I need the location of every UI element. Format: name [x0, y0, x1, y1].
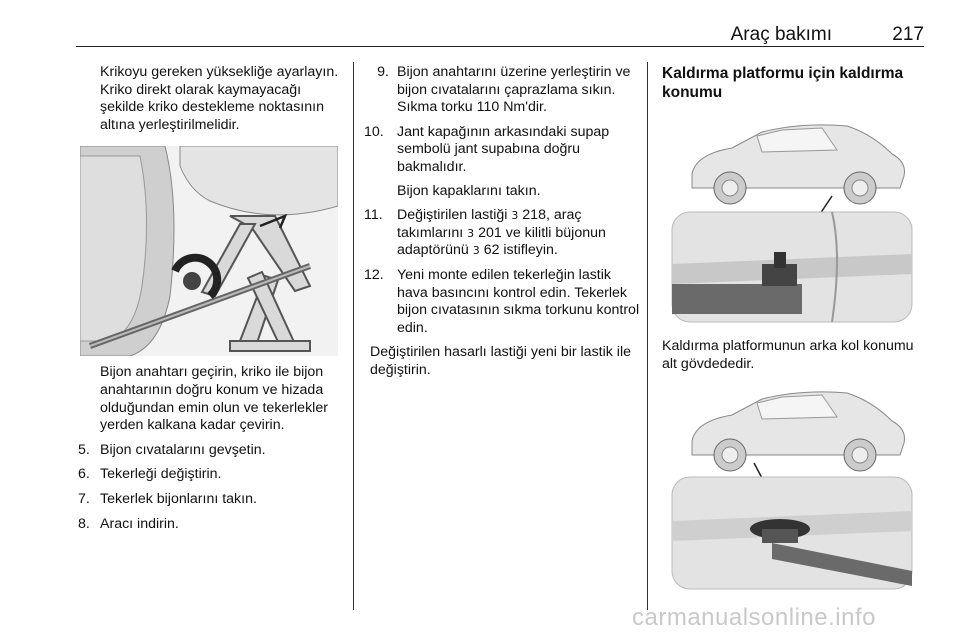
step-number: 6. — [78, 466, 90, 483]
step-11-text-c: 201 ve kilitli büjonun adaptörünü — [397, 224, 606, 259]
step-number: 10. — [364, 123, 384, 140]
step-text: Yeni monte edilen tekerleğin lastik hava basıncını kontrol edin. Tekerlek bijon cıvatasının sıkma torkunu kontrol edin. — [397, 266, 640, 336]
step-number: 11. — [364, 207, 383, 224]
step-number: 7. — [78, 490, 90, 507]
column-divider-1 — [353, 62, 354, 610]
step-text: Tekerlek bijonlarını takın. — [100, 490, 257, 507]
list-item — [78, 516, 344, 534]
page-ref-icon[interactable]: 3 — [511, 209, 519, 223]
section-heading: Kaldırma platformu için kaldırma konumu — [662, 65, 904, 101]
header-divider — [76, 46, 924, 47]
step-number: 9. — [377, 64, 389, 80]
column-3 — [662, 64, 924, 591]
list-item — [364, 64, 640, 117]
step-number: 12. — [364, 266, 384, 283]
step-text: Bijon cıvatalarını gevşetin. — [100, 441, 266, 458]
step-11-text-b: 218, araç takımlarını — [397, 207, 582, 241]
page-number: 217 — [892, 24, 924, 45]
closing-paragraph: Değiştirilen hasarlı lastiği yeni bir lastik ile değiştirin. — [370, 344, 631, 378]
list-item — [78, 466, 344, 484]
step-11-text-d: 62 istifleyin. — [483, 242, 558, 259]
list-item — [78, 442, 344, 460]
lift-position-front-illustration — [662, 114, 924, 324]
list-item — [364, 267, 640, 337]
list-item — [364, 124, 640, 177]
step-text: Bijon anahtarını üzerine yerleştirin ve bijon cıvatalarını çaprazlama sıkın. Sıkma torku 110 Nm'dir. — [397, 64, 631, 116]
jack-illustration — [80, 146, 338, 356]
step-11-text-a: Değiştirilen lastiği — [397, 207, 512, 224]
step-text — [397, 207, 640, 260]
column-2 — [364, 64, 640, 387]
step-text: Jant kapağının arkasındaki supap sembolü jant supabına doğru bakmalıdır. — [397, 123, 610, 175]
step-number: 8. — [78, 515, 90, 532]
page-header — [76, 24, 924, 48]
column-1 — [78, 64, 344, 540]
step-text: Aracı indirin. — [100, 515, 179, 532]
watermark: carmanualsonline.info — [632, 604, 876, 631]
figure-caption: Kaldırma platformunun arka kol konumu alt gövdededir. — [662, 338, 914, 372]
intro-paragraph: Krikoyu gereken yüksekliğe ayarlayın. Kriko direkt olarak kaymayacağı şekilde kriko destekleme noktasının altına yerleştirilmelidir. — [100, 64, 339, 133]
list-item — [364, 207, 640, 260]
section-title: Araç bakımı — [730, 24, 832, 45]
after-figure-paragraph: Bijon anahtarı geçirin, kriko ile bijon anahtarının doğru konum ve hizada olduğundan emin olun ve tekerlekler yerden kalkana kadar çevirin. — [100, 364, 328, 434]
step-10-extra: Bijon kapaklarını takın. — [397, 182, 541, 199]
page-ref-icon[interactable]: 3 — [472, 244, 480, 258]
list-item — [78, 491, 344, 509]
column-divider-2 — [647, 62, 648, 610]
page-ref-icon[interactable]: 3 — [467, 226, 475, 240]
step-number: 5. — [78, 441, 90, 458]
lift-position-rear-illustration — [662, 381, 924, 591]
step-text: Tekerleği değiştirin. — [100, 466, 222, 483]
